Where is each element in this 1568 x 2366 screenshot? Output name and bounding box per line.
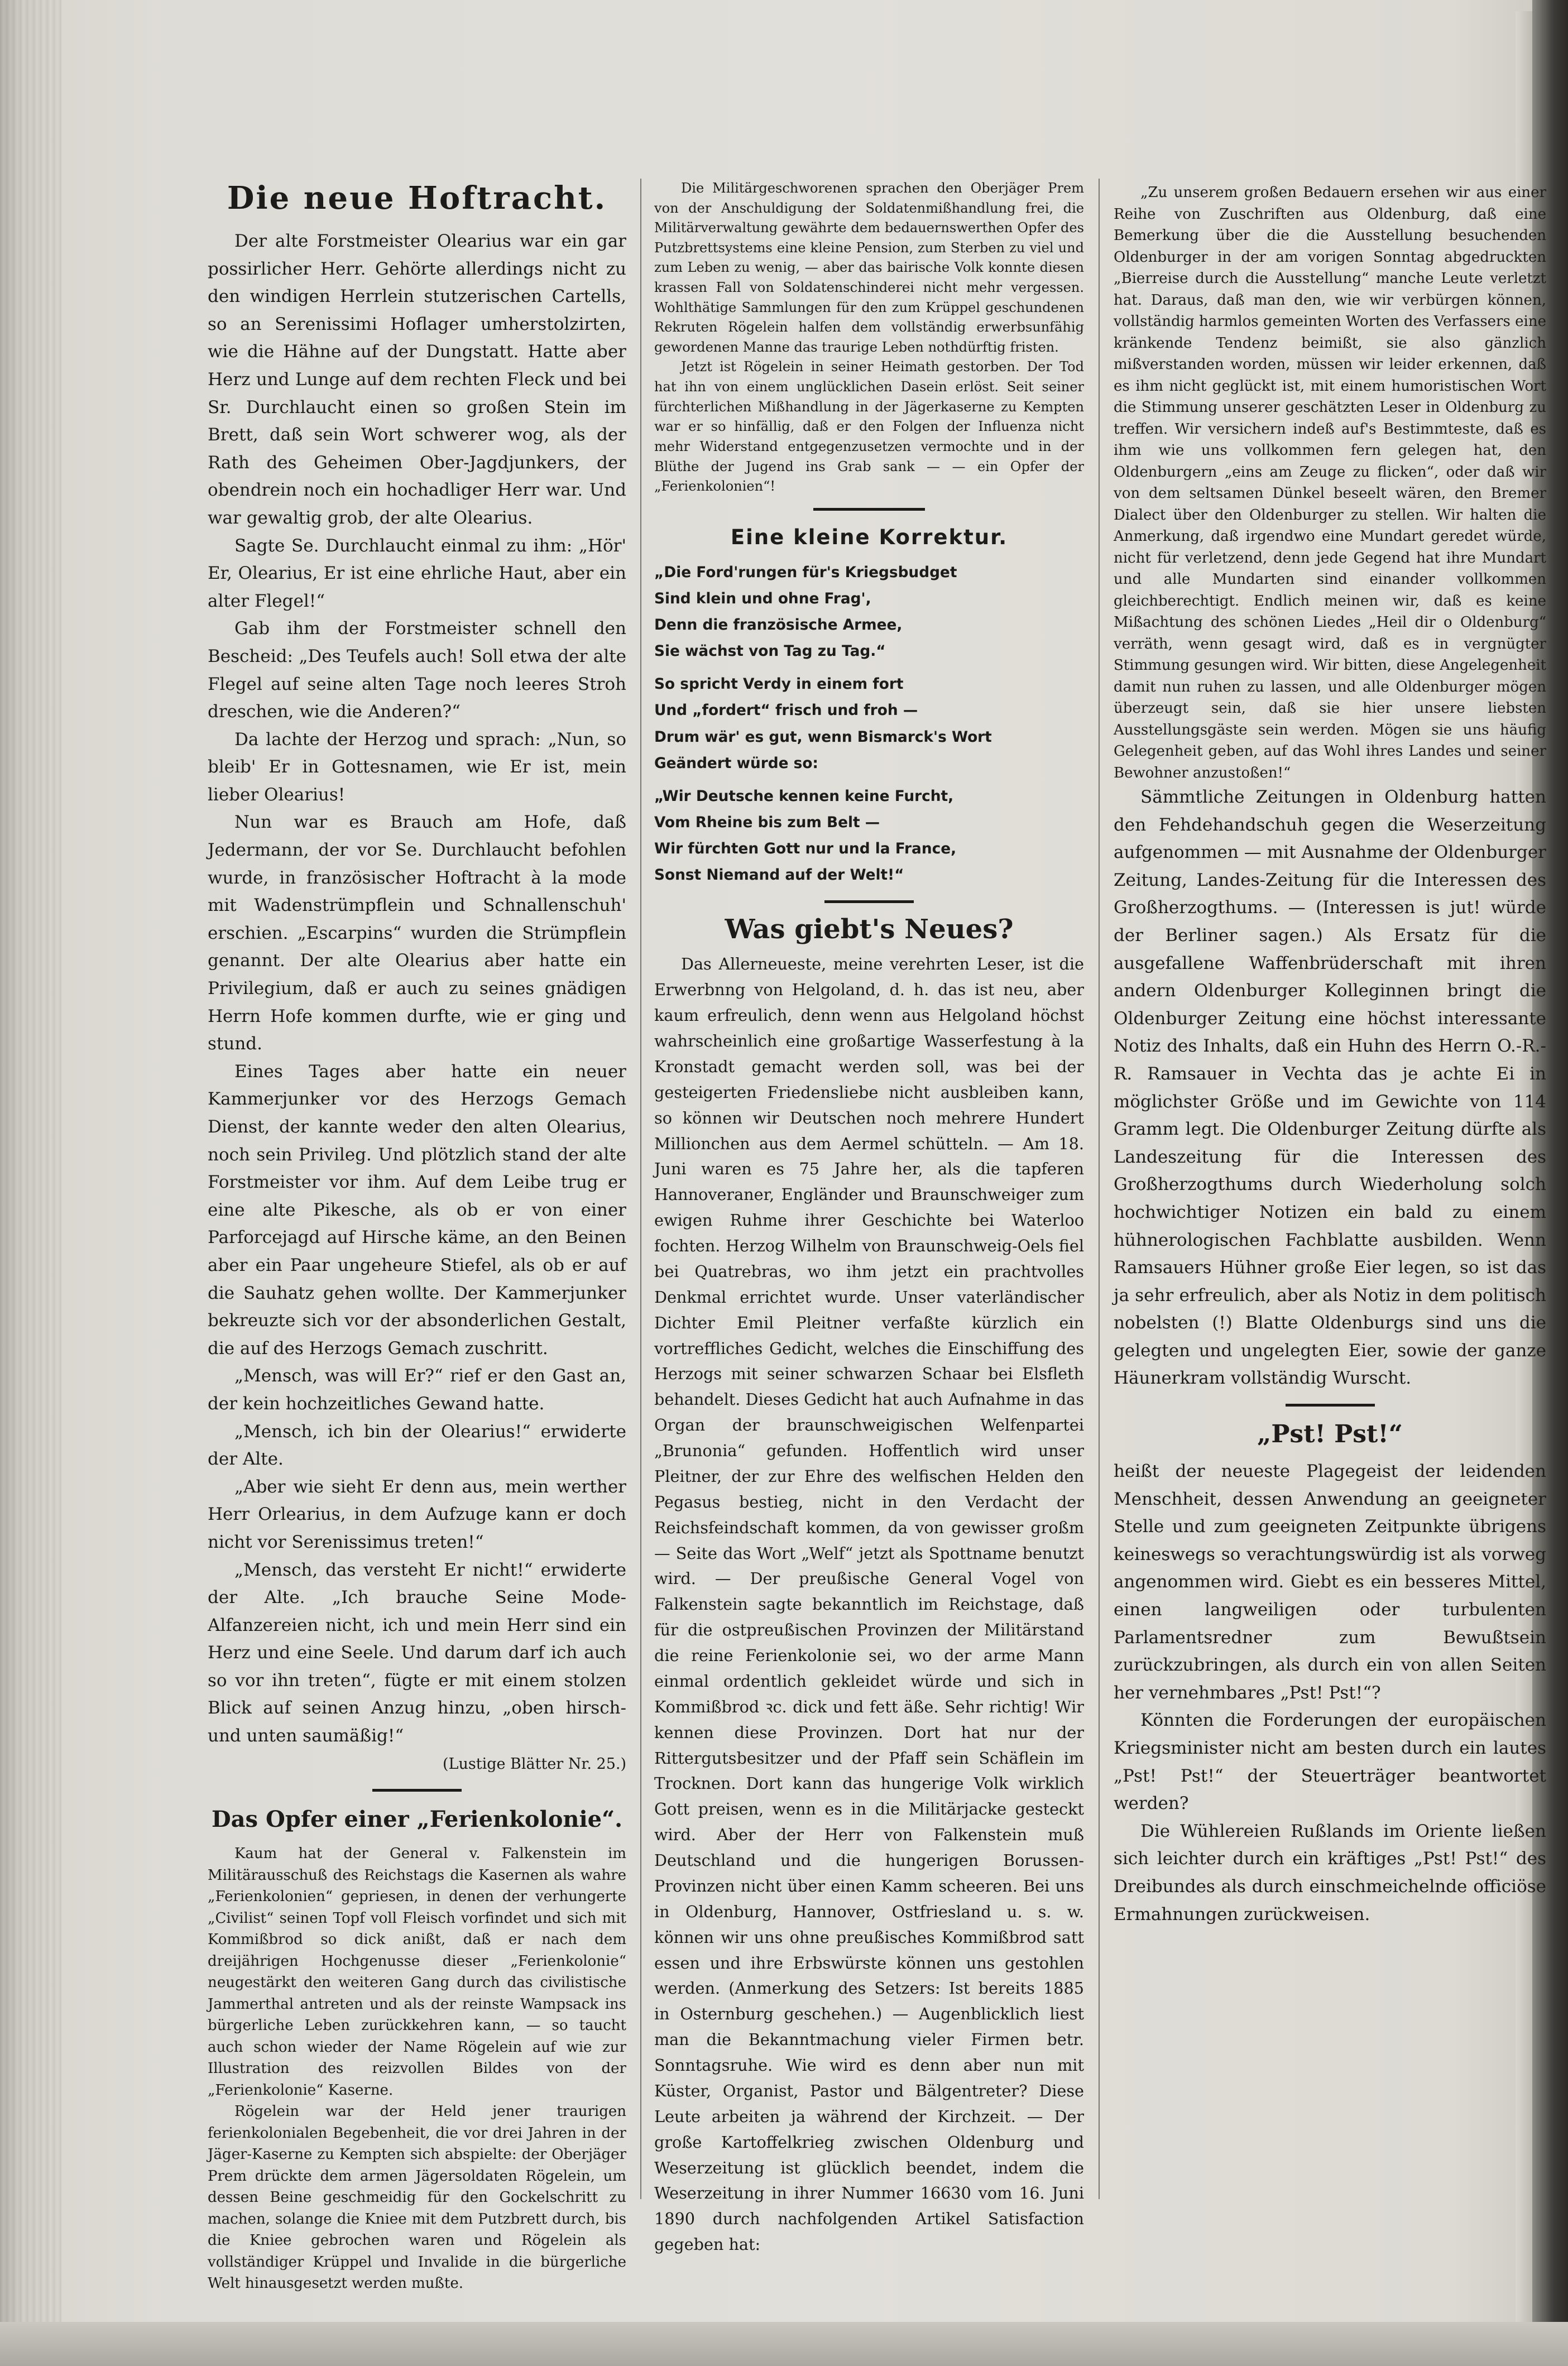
column-3 xyxy=(1114,179,1546,1928)
paragraph: „Aber wie sieht Er denn aus, mein werther Herr Orlearius, in dem Aufzuge kann er doch nicht vor Serenissimus treten!“ xyxy=(208,1476,626,1552)
poem-line: Sind klein und ohne Frag', xyxy=(654,590,871,607)
source-citation: (Lustige Blätter Nr. 25.) xyxy=(443,1755,626,1773)
paragraph: Die Wühlereien Rußlands im Oriente ließen sich leichter durch ein kräftiges „Pst! Pst!“ des Dreibundes als durch einschmeichelnde officiöse Ermahnungen zurückweisen. xyxy=(1114,1821,1546,1925)
article-title-hoftracht: Die neue Hoftracht. xyxy=(227,180,607,217)
paragraph: Der alte Forstmeister Olearius war ein gar possirlicher Herr. Gehörte allerdings nicht zu den windigen Herrlein stutzerischen Cartells, so an Serenissimi Hoflager umherstolzirten, wie die Hähne auf der Dungstatt. Hatte aber Herz und Lunge auf dem rechten Fleck und bei Sr. Durchlaucht einen so großen Stein im Brett, daß sein Wort schwerer wog, als der Rath des Geheimen Ober-Jagdjunkers, der obendrein noch ein hochadliger Herr war. Und war gewaltig grob, der alte Olearius. xyxy=(208,231,626,528)
paragraph: „Mensch, das versteht Er nicht!“ erwiderte der Alte. „Ich brauche Seine Mode-Alfanzereien nicht, ich und mein Herr sind ein Herz und eine Seele. Und darum darf ich auch so vor ihn treten“, fügte er mit einem stolzen Blick auf seinen Anzug hinzu, „oben hirsch- und unten saumäßig!“ xyxy=(208,1559,626,1746)
paragraph: „Mensch, ich bin der Olearius!“ erwiderte der Alte. xyxy=(208,1421,626,1470)
column-1 xyxy=(208,179,626,2295)
paragraph: Rögelein war der Held jener traurigen ferienkolonialen Begebenheit, die vor drei Jahren in der Jäger-Kaserne zu Kempten sich abspielte: der Oberjäger Prem drückte dem armen Jägersoldaten Rögelein, um dessen Beine geschmeidig für den Gockelschritt zu machen, solange die Kniee mit dem Putzbrett durch, bis die Kniee gebrochen waren und Rögelein als vollständiger Krüppel und Invalide in die bürgerliche Welt hinausgesetzt werden mußte. xyxy=(208,2103,626,2292)
poem-line: Geändert würde so: xyxy=(654,755,818,772)
paragraph: Das Allerneueste, meine verehrten Leser, ist die Erwerbnng von Helgoland, d. h. das ist neu, aber kaum erfreulich, denn wenn aus Helgoland höchst wahrscheinlich eine großartige Wasserfestung à la Kronstadt gemacht werden soll, was bei der gesteigerten Friedensliebe nicht ausbleiben kann, so können wir Deutschen noch mehrere Hundert Millionchen aus dem Aermel schütteln. — Am 18. Juni waren es 75 Jahre her, als die tapferen Hannoveraner, Engländer und Braunschweiger zum ewigen Ruhme ihrer Geschichte bei Waterloo fochten. Herzog Wilhelm von Braunschweig-Oels fiel bei Quatrebras, wo ihm jetzt ein prachtvolles Denkmal errichtet wurde. Unser vaterländischer Dichter Emil Pleitner verfaßte kürzlich ein vortreffliches Gedicht, welches die Einschiffung des Herzogs mit seiner schwarzen Schaar bei Elsfleth behandelt. Dieses Gedicht hat auch Aufnahme in das Organ der braunschweigischen Welfenpartei „Brunonia“ gefunden. Hoffentlich wird unser Pleitner, der zur Ehre des welfischen Helden den Pegasus bestieg, nicht in den Verdacht der Reichsfeindschaft kommen, da von gewisser großm — Seite das Wort „Welf“ jetzt als Spottname benutzt wird. — Der preußische General Vogel von Falkenstein sagte bekanntlich im Reichstage, daß für die ostpreußischen Provinzen der Militärstand die reine Ferienkolonie sei, wo der arme Mann einmal ordentlich gekleidet würde und sich in Kommißbrod ꝛc. dick und fett äße. Sehr richtig! Wir kennen diese Provinzen. Dort hat nur der Rittergutsbesitzer und der Pfaff sein Schäflein im Trocknen. Dort kann das hungerige Volk wirklich Gott preisen, wenn es in die Militärjacke gesteckt wird. Aber der Herr von Falkenstein muß Deutschland und die hungerigen Borussen-Provinzen nicht über einen Kamm scheeren. Bei uns in Oldenburg, Hannover, Ostfriesland u. s. w. können wir uns ohne preußisches Kommißbrod satt essen und ihre Erbswürste können uns gestohlen werden. (Anmerkung des Setzers: Ist bereits 1885 in Osternburg geschehen.) — Augenblicklich liest man die Bekanntmachung vieler Firmen betr. Sonntagsruhe. Wie wird es denn aber nun mit Küster, Organist, Pastor und Bälgentreter? Diese Leute arbeiten ja während der Kirchzeit. — Der große Kartoffelkrieg zwischen Oldenburg und Weserzeitung ist glücklich beendet, indem die Weserzeitung in ihrer Nummer 16630 vom 16. Juni 1890 durch nachfolgenden Artikel Satisfaction gegeben hat: xyxy=(654,954,1084,2254)
paragraph: Sagte Se. Durchlaucht einmal zu ihm: „Hör' Er, Olearius, Er ist eine ehrliche Haut, aber ein alter Flegel!“ xyxy=(208,535,626,611)
article-title-korrektur: Eine kleine Korrektur. xyxy=(730,525,1008,549)
paragraph: „Mensch, was will Er?“ rief er den Gast an, der kein hochzeitliches Gewand hatte. xyxy=(208,1366,626,1414)
paragraph: Nun war es Brauch am Hofe, daß Jedermann, der vor Se. Durchlaucht befohlen wurde, in französischer Hoftracht à la mode mit Wadenstrümpflein und Schnallenschuh' erschien. „Escarpins“ wurden die Strümpflein genannt. Der alte Olearius aber hatte ein Privilegium, daß er auch zu seines gnädigen Herrn Hofe kommen durfte, wie er ging und stund. xyxy=(208,812,626,1054)
poem-line: Sonst Niemand auf der Welt!“ xyxy=(654,867,904,884)
poem-line: Denn die französische Armee, xyxy=(654,616,903,634)
paragraph: Jetzt ist Rögelein in seiner Heimath gestorben. Der Tod hat ihn von einem unglücklichen Dasein erlöst. Seit seiner fürchterlichen Mißhandlung in der Jägerkaserne zu Kempten war er so hinfällig, daß er den Folgen der Influenza nicht mehr Widerstand entgegenzusetzen vermochte und in der Blüthe der Jugend ins Grab sank — — ein Opfer der „Ferienkolonien“! xyxy=(654,359,1084,495)
article-title-ferienkolonie: Das Opfer einer „Ferienkolonie“. xyxy=(211,1806,623,1833)
poem-stanza-2 xyxy=(654,671,1084,777)
paragraph: heißt der neueste Plagegeist der leidenden Menschheit, dessen Anwendung an geeigneter Stelle und zum geeigneten Zeitpunkte übrigens keineswegs so verachtungswürdig ist als vorweg angenommen wird. Giebt es ein besseres Mittel, einen langweiligen oder turbulenten Parlamentsredner zum Bewußtsein zurückzubringen, als durch ein von allen Seiten her vernehmbares „Pst! Pst!“? xyxy=(1114,1461,1546,1703)
paragraph: Sämmtliche Zeitungen in Oldenburg hatten den Fehdehandschuh gegen die Weserzeitung aufgenommen — mit Ausnahme der Oldenburger Zeitung, Landes-Zeitung für die Interessen des Großherzogthums. — (Interessen is jut! würde der Berliner sagen.) Als Ersatz für die ausgefallene Waffenbrüderschaft mit ihren andern Oldenburger Kolleginnen bringt die Oldenburger Zeitung eine höchst interessante Notiz des Inhalts, daß ein Huhn des Herrn O.-R.-R. Ramsauer in Vechta das je achte Ei in möglichster Größe und im Gewichte von 114 Gramm legt. Die Oldenburger Zeitung dürfte als Landeszeitung für die Interessen des Großherzogthums durch Wiederholung solch hochwichtiger Notizen ein bald zu einem hühnerologischen Fachblatte ausbilden. Wenn Ramsauers Hühner große Eier legen, so ist das ja sehr erfreulich, aber als Notiz in dem politisch nobelsten (!) Blatte Oldenburgs sind uns die gelegten und ungelegten Eier, sowie der ganze Häunerkram vollständig Wurscht. xyxy=(1114,787,1546,1389)
poem-line: Drum wär' es gut, wenn Bismarck's Wort xyxy=(654,728,992,746)
section-divider xyxy=(372,1789,462,1792)
column-rule-left xyxy=(640,179,641,2199)
paragraph: Da lachte der Herzog und sprach: „Nun, so bleib' Er in Gottesnamen, wie Er ist, mein lieber Olearius! xyxy=(208,729,626,805)
paragraph: Gab ihm der Forstmeister schnell den Bescheid: „Des Teufels auch! Soll etwa der alte Flegel auf seine alten Tage noch leeres Stroh dreschen, wie die Anderen?“ xyxy=(208,618,626,722)
poem-stanza-3 xyxy=(654,784,1084,889)
bottom-margin xyxy=(0,2322,1568,2366)
article-title-neues: Was giebt's Neues? xyxy=(725,913,1014,945)
paragraph: Könnten die Forderungen der europäischen Kriegsminister nicht am besten durch ein lautes „Pst! Pst!“ der Steuerträger beantwortet werden? xyxy=(1114,1710,1546,1814)
section-divider xyxy=(1286,1404,1375,1407)
section-divider xyxy=(813,508,925,511)
column-rule-right xyxy=(1099,179,1100,2199)
article-title-pst: „Pst! Pst!“ xyxy=(1257,1420,1403,1449)
poem-line: Sie wächst von Tag zu Tag.“ xyxy=(654,643,886,660)
poem-line: „Die Ford'rungen für's Kriegsbudget xyxy=(654,564,957,581)
section-divider xyxy=(824,900,914,903)
quoted-statement: „Zu unserem großen Bedauern ersehen wir aus einer Reihe von Zuschriften aus Oldenburg, daß eine Bemerkung über die die Ausstellung besuchenden Oldenburger in der am vorigen Sonntag abgedruckten „Bierreise durch die Ausstellung“ manche Leute verletzt hat. Daraus, daß man den, wie wir verbürgen können, vollständig harmlos gemeinten Worten des Verfassers eine kränkende Tendenz beimißt, sie also gänzlich mißverstanden worden, müssen wir leider erkennen, daß es ihm nicht geglückt ist, mit einem humoristischen Wort die Stimmung unserer geschätzten Leser in Oldenburg zu treffen. Wir versichern indeß auf's Bestimmteste, daß es ihm wie uns vollkommen fern gelegen hat, den Oldenburgern „eins am Zeuge zu flicken“, oder daß wir von dem seltsamen Dünkel beseelt wären, den Bremer Dialect über den Oldenburger zu stellen. Wir halten die Anmerkung, daß irgendwo eine Mundart geredet würde, nicht für verletzend, denn jede Gegend hat ihre Mundart und alle Mundarten sind einander vollkommen gleichberechtigt. Endlich meinen wir, daß es keine Mißachtung des schönen Liedes „Heil dir o Oldenburg“ verräth, wenn gesagt wird, daß es in vergnügter Stimmung gesungen wird. Wir bitten, diese Angelegenheit damit nun ruhen zu lassen, und alle Oldenburger mögen überzeugt sein, daß sie hier unsere liebsten Ausstellungsgäste sein werden. Mögen sie uns häufig Gelegenheit geben, auf das Wohl ihres Landes und seiner Bewohner anzustoßen!“ xyxy=(1114,184,1546,781)
paragraph: Kaum hat der General v. Falkenstein im Militärausschuß des Reichstags die Kasernen als wahre „Ferienkolonien“ gepriesen, in denen der verhungerte „Civilist“ seinen Topf voll Fleisch vorfindet und sich mit Kommißbrod so dick anißt, daß er nach dem dreijährigen Hochgenusse dieser „Ferienkolonie“ neugestärkt den weiteren Gang durch das civilistische Jammerthal antreten und als der reinste Wampsack ins bürgerliche Leben zurückkehren kann, — so taucht auch schon wieder der Name Rögelein auf wie zur Illustration des reizvollen Bildes von der „Ferienkolonie“ Kaserne. xyxy=(208,1845,626,2099)
poem-line: So spricht Verdy in einem fort xyxy=(654,676,904,693)
poem-line: Und „fordert“ frisch und froh — xyxy=(654,702,918,719)
column-2 xyxy=(654,179,1084,2258)
poem-line: Vom Rheine bis zum Belt — xyxy=(654,814,880,832)
paragraph: Die Militärgeschworenen sprachen den Oberjäger Prem von der Anschuldigung der Soldatenmißhandlung frei, die Militärverwaltung gewährte dem bedauernswerthen Opfer des Putzbrettsystems eine kleine Pension, zum Sterben zu viel und zum Leben zu wenig, — aber das bairische Volk konnte diesen krassen Fall von Soldatenschinderei nicht mehr vergessen. Wohlthätige Sammlungen für den zum Krüppel geschundenen Rekruten Rögelein halfen dem vollständig erwerbsunfähig gewordenen Manne das traurige Leben nothdürftig fristen. xyxy=(654,180,1084,355)
paragraph: Eines Tages aber hatte ein neuer Kammerjunker vor des Herzogs Gemach Dienst, der kannte weder den alten Olearius, noch sein Privileg. Und plötzlich stand der alte Forstmeister vor ihm. Auf dem Leibe trug er eine alte Pikesche, als ob er von einer Parforcejagd auf Hirsche käme, an den Beinen aber ein Paar ungeheure Stiefel, als ob er auf die Sauhatz gehen wollte. Der Kammerjunker bekreuzte sich vor der absonderlichen Gestalt, die auf des Herzogs Gemach zuschritt. xyxy=(208,1061,626,1359)
poem-line: Wir fürchten Gott nur und la France, xyxy=(654,841,957,858)
binding-edge xyxy=(0,0,61,2366)
poem-line: „Wir Deutsche kennen keine Furcht, xyxy=(654,788,954,805)
poem-stanza-1 xyxy=(654,560,1084,665)
